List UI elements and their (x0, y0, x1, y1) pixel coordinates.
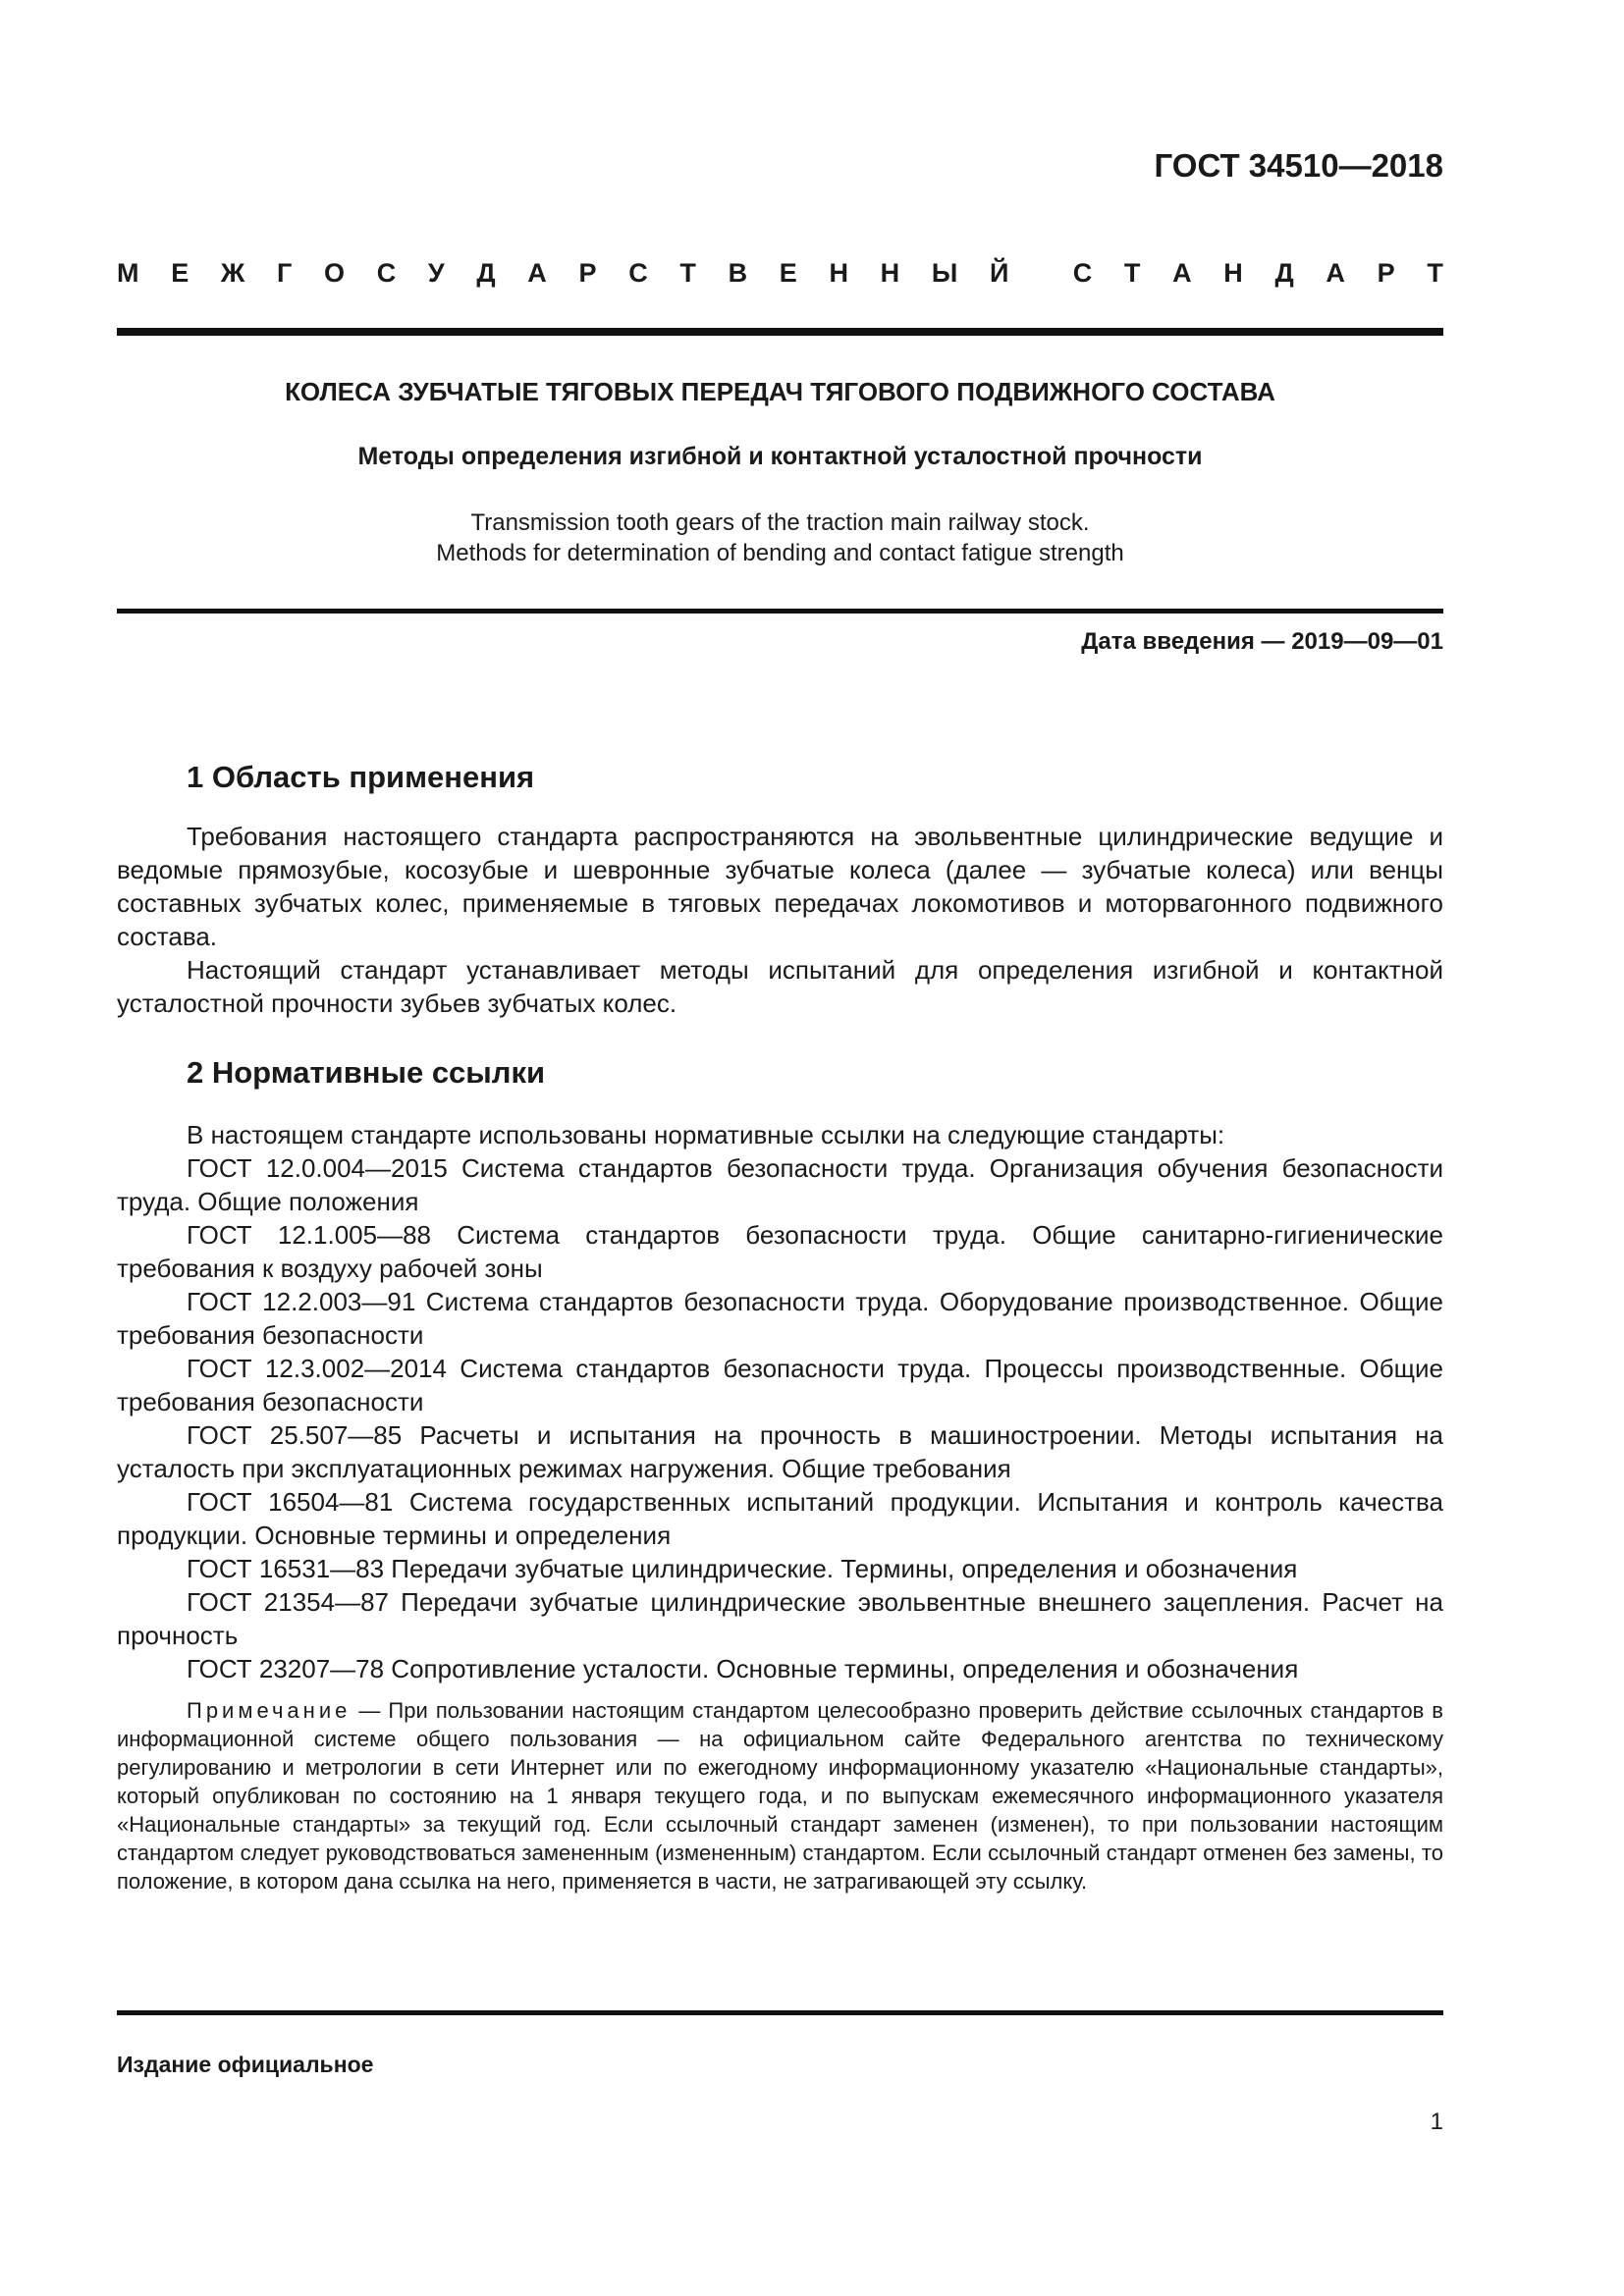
heading-letter: М (117, 258, 139, 288)
english-title-line: Methods for determination of bending and contact fatigue strength (436, 540, 1124, 566)
heading-letter: Р (578, 258, 597, 288)
heading-letter: В (728, 258, 748, 288)
document-title: КОЛЕСА ЗУБЧАТЫЕ ТЯГОВЫХ ПЕРЕДАЧ ТЯГОВОГО ПОДВИЖНОГО СОСТАВА (285, 377, 1275, 406)
footer-divider (117, 2010, 1443, 2015)
english-title (117, 507, 1443, 568)
official-edition-label: Издание официальное (117, 2052, 374, 2077)
heading-letter: Н (1223, 258, 1243, 288)
note-label: Примечание (187, 1698, 352, 1723)
heading-letter: Й (989, 258, 1009, 288)
heading-letter: Ы (931, 258, 958, 288)
note-text: — При пользовании настоящим стандартом целесообразно проверить действие ссылочных стандартов в информационной системе общего пользования — на официальном сайте Федерального агентства по техническому регулированию и метрологии в сети Интернет или по ежегодному информационному указателю «Национальные стандарты», который опубликован по состоянию на 1 января текущего года, и по выпускам ежемесячного информационного указателя «Национальные стандарты» за текущий год. Если ссылочный стандарт заменен (изменен), то при пользовании настоящим стандартом следует руководствоваться замененным (измененным) стандартом. Если ссылочный стандарт отменен без замены, то положение, в котором дана ссылка на него, применяется в части, не затрагивающей эту ссылку. (117, 1698, 1443, 1894)
heading-letter: С (628, 258, 648, 288)
reference-item: ГОСТ 16504—81 Система государственных испытаний продукции. Испытания и контроль качества продукции. Основные термины и определения (117, 1487, 1443, 1550)
heading-letter: А (527, 258, 547, 288)
section-1-body (117, 820, 1443, 1020)
heading-letter: Т (1427, 258, 1443, 288)
reference-item: ГОСТ 12.0.004—2015 Система стандартов безопасности труда. Организация обучения безопасности труда. Общие положения (117, 1153, 1443, 1216)
heading-letter: Д (1274, 258, 1294, 288)
section-1-title: 1 Область применения (187, 760, 535, 794)
reference-item: ГОСТ 23207—78 Сопротивление усталости. Основные термины, определения и обозначения (187, 1654, 1299, 1683)
heading-letter: Е (171, 258, 189, 288)
heading-letter: С (1072, 258, 1093, 288)
heading-letter: Т (679, 258, 696, 288)
heading-letter: Е (779, 258, 797, 288)
heading-letter: А (1172, 258, 1192, 288)
section-2-title: 2 Нормативные ссылки (187, 1055, 546, 1090)
reference-item: ГОСТ 12.1.005—88 Система стандартов безопасности труда. Общие санитарно-гигиенические требования к воздуху рабочей зоны (117, 1220, 1443, 1283)
paragraph: Настоящий стандарт устанавливает методы испытаний для определения изгибной и контактной усталостной прочности зубьев зубчатых колес. (117, 955, 1443, 1018)
paragraph: Требования настоящего стандарта распространяются на эвольвентные цилиндрические ведущие и ведомые прямозубые, косозубые и шевронные зубчатые колеса (далее — зубчатые колеса) или венцы составных зубчатых колес, применяемые в тяговых передачах локомотивов и моторвагонного подвижного состава. (117, 822, 1443, 951)
heading-letter: Д (476, 258, 496, 288)
heading-letter: Ж (220, 258, 245, 288)
section-2-body (117, 1118, 1443, 1685)
heading-letter: Т (1123, 258, 1141, 288)
heading-letter: С (376, 258, 397, 288)
heading-letter: Р (1377, 258, 1395, 288)
heading-letter: Н (880, 258, 900, 288)
interstate-standard-heading (117, 258, 1443, 289)
document-subtitle: Методы определения изгибной и контактной усталостной прочности (357, 443, 1203, 470)
heading-letter: Н (829, 258, 848, 288)
header-divider (117, 328, 1443, 336)
heading-letter: А (1326, 258, 1345, 288)
page-number: 1 (1430, 2109, 1443, 2135)
reference-item: ГОСТ 21354—87 Передачи зубчатые цилиндрические эвольвентные внешнего зацепления. Расчет на прочность (117, 1587, 1443, 1650)
note (117, 1696, 1443, 1896)
reference-item: ГОСТ 25.507—85 Расчеты и испытания на прочность в машиностроении. Методы испытания на усталость при эксплуатационных режимах нагружения. Общие требования (117, 1420, 1443, 1483)
title-divider (117, 609, 1443, 614)
english-title-line: Transmission tooth gears of the traction main railway stock. (470, 509, 1090, 536)
heading-letter: О (323, 258, 345, 288)
heading-letter: Г (276, 258, 293, 288)
heading-letter: У (427, 258, 445, 288)
introduction-date: Дата введения — 2019—09—01 (1081, 628, 1443, 655)
reference-item: ГОСТ 12.2.003—91 Система стандартов безопасности труда. Оборудование производственное. Общие требования безопасности (117, 1287, 1443, 1350)
paragraph: В настоящем стандарте использованы нормативные ссылки на следующие стандарты: (187, 1120, 1225, 1149)
standard-number: ГОСТ 34510—2018 (1154, 147, 1443, 184)
reference-item: ГОСТ 16531—83 Передачи зубчатые цилиндрические. Термины, определения и обозначения (187, 1554, 1298, 1583)
reference-item: ГОСТ 12.3.002—2014 Система стандартов безопасности труда. Процессы производственные. Общие требования безопасности (117, 1354, 1443, 1416)
